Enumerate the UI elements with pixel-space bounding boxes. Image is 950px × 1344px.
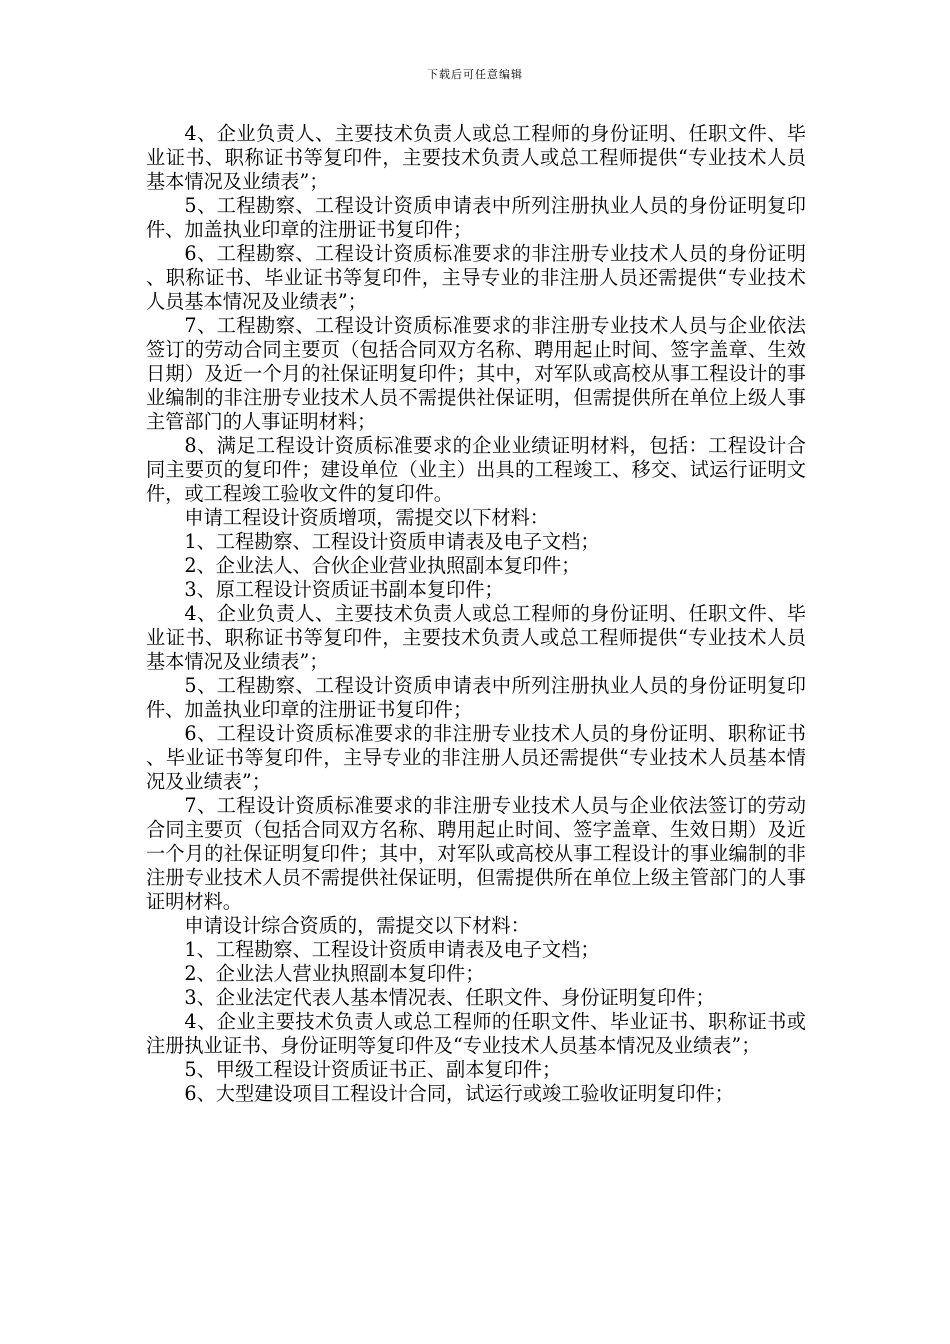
- paragraph: 8、满足工程设计资质标准要求的企业业绩证明材料，包括：工程设计合同主要页的复印件；建设单位（业主）出具的工程竣工、移交、试运行证明文件，或工程竣工验收文件的复印件。: [146, 434, 806, 505]
- paragraph: 4、企业负责人、主要技术负责人或总工程师的身份证明、任职文件、毕业证书、职称证书等复印件，主要技术负责人或总工程师提供“专业技术人员基本情况及业绩表”；: [146, 122, 806, 193]
- page-header-note: 下载后可任意编辑: [427, 68, 523, 81]
- paragraph: 5、甲级工程设计资质证书正、副本复印件；: [184, 1058, 562, 1081]
- paragraph: 5、工程勘察、工程设计资质申请表中所列注册执业人员的身份证明复印件、加盖执业印章的注册证书复印件；: [146, 674, 806, 721]
- paragraph: 2、企业法人、合伙企业营业执照副本复印件；: [184, 554, 581, 577]
- section-heading: 申请设计综合资质的，需提交以下材料：: [184, 914, 530, 937]
- paragraph: 7、工程设计资质标准要求的非注册专业技术人员与企业依法签订的劳动合同主要页（包括合同双方名称、聘用起止时间、签字盖章、生效日期）及近一个月的社保证明复印件；其中，对军队或高校从事工程设计的事业编制的非注册专业技术人员不需提供社保证明，但需提供所在单位上级主管部门的人事证明材料。: [146, 794, 806, 913]
- paragraph: 4、企业主要技术负责人或总工程师的任职文件、毕业证书、职称证书或注册执业证书、身份证明等复印件及“专业技术人员基本情况及业绩表”；: [146, 1010, 806, 1057]
- paragraph: 3、原工程设计资质证书副本复印件；: [184, 578, 504, 601]
- paragraph: 1、工程勘察、工程设计资质申请表及电子文档；: [184, 530, 600, 553]
- paragraph: 4、企业负责人、主要技术负责人或总工程师的身份证明、任职文件、毕业证书、职称证书等复印件，主要技术负责人或总工程师提供“专业技术人员基本情况及业绩表”；: [146, 602, 806, 673]
- paragraph: 3、企业法定代表人基本情况表、任职文件、身份证明复印件；: [184, 986, 715, 1009]
- paragraph: 2、企业法人营业执照副本复印件；: [184, 962, 485, 985]
- paragraph: 1、工程勘察、工程设计资质申请表及电子文档；: [184, 938, 600, 961]
- paragraph: 6、大型建设项目工程设计合同，试运行或竣工验收证明复印件；: [184, 1082, 734, 1105]
- document-body: [146, 122, 806, 1106]
- paragraph: 7、工程勘察、工程设计资质标准要求的非注册专业技术人员与企业依法签订的劳动合同主要页（包括合同双方名称、聘用起止时间、签字盖章、生效日期）及近一个月的社保证明复印件；其中，对军队或高校从事工程设计的事业编制的非注册专业技术人员不需提供社保证明，但需提供所在单位上级人事主管部门的人事证明材料；: [146, 314, 806, 433]
- section-heading: 申请工程设计资质增项，需提交以下材料：: [184, 506, 549, 529]
- paragraph: 6、工程设计资质标准要求的非注册专业技术人员的身份证明、职称证书、毕业证书等复印件，主导专业的非注册人员还需提供“专业技术人员基本情况及业绩表”；: [146, 722, 806, 793]
- paragraph: 5、工程勘察、工程设计资质申请表中所列注册执业人员的身份证明复印件、加盖执业印章的注册证书复印件；: [146, 194, 806, 241]
- paragraph: 6、工程勘察、工程设计资质标准要求的非注册专业技术人员的身份证明、职称证书、毕业证书等复印件，主导专业的非注册人员还需提供“专业技术人员基本情况及业绩表”；: [146, 242, 806, 313]
